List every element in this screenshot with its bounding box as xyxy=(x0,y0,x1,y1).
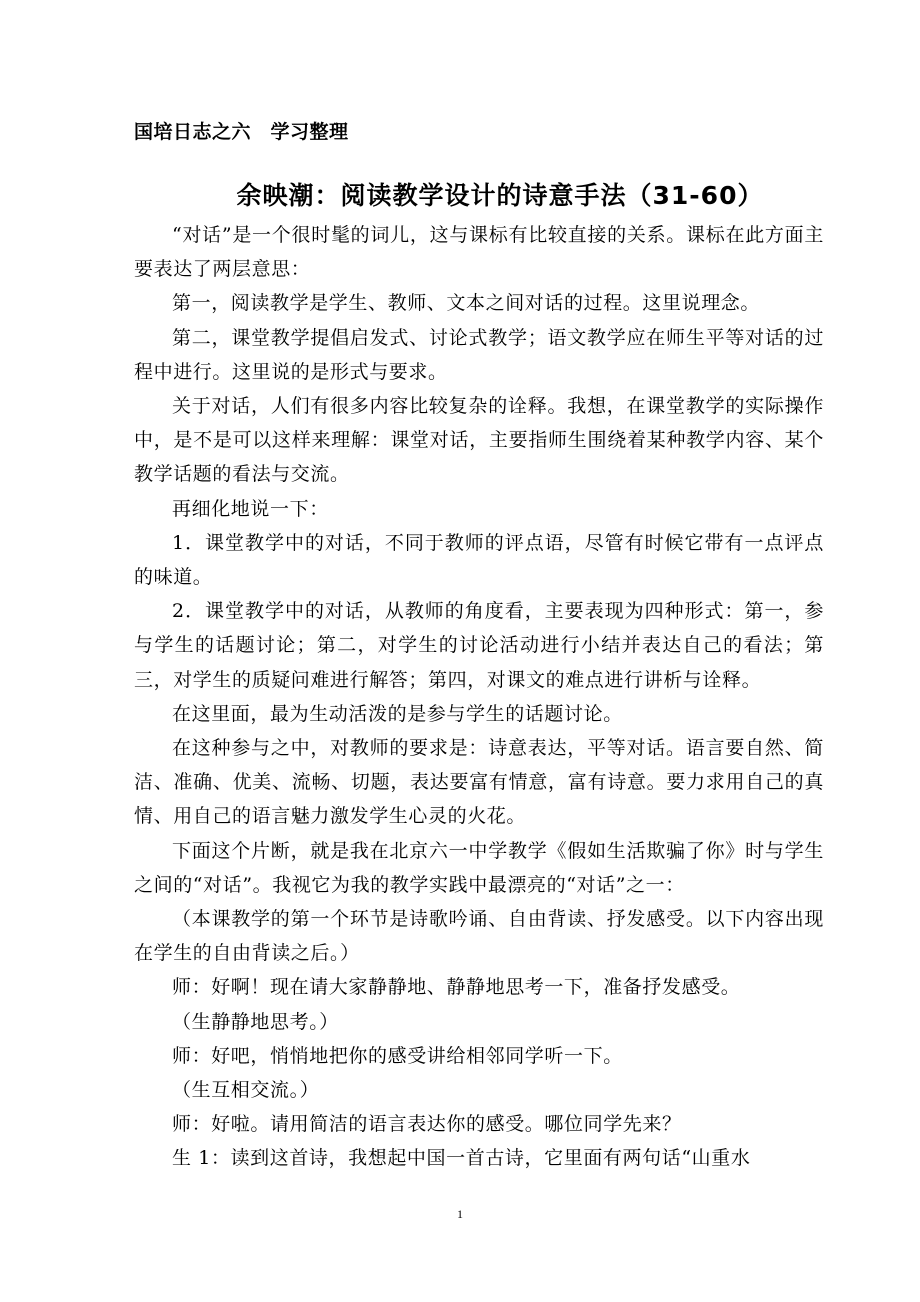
paragraph: 在这种参与之中，对教师的要求是：诗意表达，平等对话。语言要自然、简洁、准确、优美、流畅、切题，表达要富有情意，富有诗意。要力求用自己的真情、用自己的语言魅力激发学生心灵的火花。 xyxy=(134,737,824,828)
paragraph: 下面这个片断，就是我在北京六一中学教学《假如生活欺骗了你》时与学生之间的“对话”。我视它为我的教学实践中最漂亮的“对话”之一： xyxy=(134,839,824,896)
paragraph: （本课教学的第一个环节是诗歌吟诵、自由背读、抒发感受。以下内容出现在学生的自由背读之后。） xyxy=(134,908,824,965)
dialogue-line: 师：好吧，悄悄地把你的感受讲给相邻同学听一下。 xyxy=(172,1044,623,1067)
stage-direction: （生静静地思考。） xyxy=(172,1010,339,1033)
dialogue-line: 师：好啦。请用简洁的语言表达你的感受。哪位同学先来？ xyxy=(172,1113,682,1136)
page-number: 1 xyxy=(457,1207,463,1221)
paragraph: 关于对话，人们有很多内容比较复杂的诠释。我想，在课堂教学的实际操作中，是不是可以这样来理解：课堂对话，主要指师生围绕着某种教学内容、某个教学话题的看法与交流。 xyxy=(134,395,824,486)
paragraph: 再细化地说一下： xyxy=(172,497,329,520)
paragraph: 2．课堂教学中的对话，从教师的角度看，主要表现为四种形式：第一，参与学生的话题讨论；第二，对学生的讨论活动进行小结并表达自己的看法；第三，对学生的质疑问难进行解答；第四，对课文的难点进行讲析与诠释。 xyxy=(134,600,824,691)
paragraph: 在这里面，最为生动活泼的是参与学生的话题讨论。 xyxy=(172,702,623,725)
dialogue-line: 师：好啊！现在请大家静静地、静静地思考一下，准备抒发感受。 xyxy=(172,976,741,999)
paragraph: 1．课堂教学中的对话，不同于教师的评点语，尽管有时候它带有一点评点的味道。 xyxy=(134,531,824,589)
dialogue-line: 生 1：读到这首诗，我想起中国一首古诗，它里面有两句话“山重水 xyxy=(172,1147,751,1170)
article-body xyxy=(134,218,824,1176)
paragraph: 第二，课堂教学提倡启发式、讨论式教学；语文教学应在师生平等对话的过程中进行。这里说的是形式与要求。 xyxy=(134,326,824,383)
paragraph: “对话”是一个很时髦的词儿，这与课标有比较直接的关系。课标在此方面主要表达了两层意思： xyxy=(134,224,824,281)
paragraph: 第一，阅读教学是学生、教师、文本之间对话的过程。这里说理念。 xyxy=(172,292,761,315)
stage-direction: （生互相交流。） xyxy=(172,1079,320,1102)
article-title: 余映潮：阅读教学设计的诗意手法（31-60） xyxy=(236,181,764,210)
document-header: 国培日志之六 学习整理 xyxy=(134,121,349,143)
